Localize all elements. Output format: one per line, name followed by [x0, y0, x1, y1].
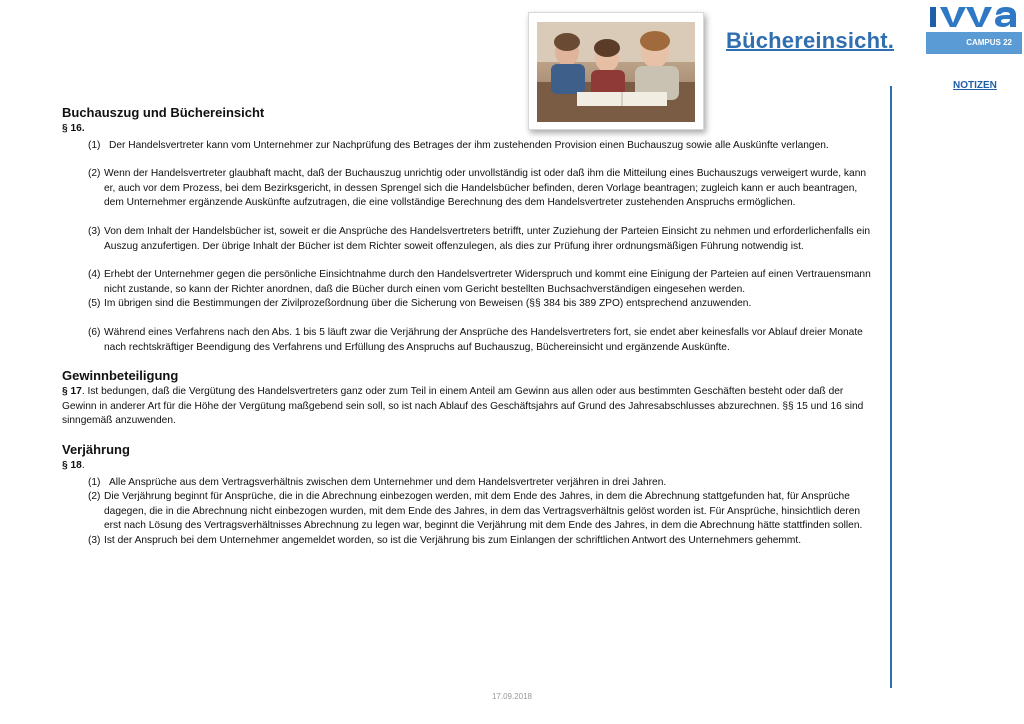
- paragraph-number-16: § 16.: [62, 123, 85, 134]
- section-heading-verjaehrung: Verjährung: [62, 441, 130, 457]
- notes-divider: [890, 86, 892, 688]
- item-number: (2): [88, 491, 101, 503]
- footer-date: 17.09.2018: [491, 692, 533, 701]
- item-number: (1): [88, 139, 101, 151]
- section-heading-buchauszug: Buchauszug und Büchereinsicht: [62, 105, 265, 120]
- list-item: [62, 268, 877, 297]
- list-item: [62, 326, 877, 355]
- item-text: Von dem Inhalt der Handelsbücher ist, soweit er die Ansprüche des Handelsvertreters betrifft, unter Zuziehung der Parteien Einsicht zu nehmen und erforderlichenfalls ein Auszug anzufertigen. Der übrige Inhalt der Bücher ist dem Richter soweit offenzulegen, als dies zur Prüfung ihrer ordnungsmäßigen Führung notwendig ist.: [104, 225, 871, 252]
- item-text: Alle Ansprüche aus dem Vertragsverhältnis zwischen dem Unternehmer und dem Handelsvertreter verjähren in drei Jahren.: [109, 476, 667, 488]
- item-text: Während eines Verfahrens nach den Abs. 1 bis 5 läuft zwar die Verjährung der Ansprüche des Handelsvertreters fort, sie endet aber keinesfalls vor Ablauf dreier Monate nach rechtskräftiger Beendigung des Verfahrens und Erfüllung des Anspruchs auf Buchauszug, Büchereinsicht und ergänzende Auskünfte.: [104, 326, 863, 353]
- item-text: Der Handelsvertreter kann vom Unternehmer zur Nachprüfung des Betrages der ihm zustehenden Provision einen Buchauszug sowie alle Auskünfte verlangen.: [109, 139, 829, 151]
- logo-band: CAMPUS 22: [926, 32, 1022, 54]
- item-text: Im übrigen sind die Bestimmungen der Zivilprozeßordnung über die Sicherung von Beweisen (§§ 384 bis 389 ZPO) entsprechend anzuwenden.: [104, 298, 752, 310]
- page-title: Büchereinsicht.: [726, 28, 895, 53]
- list-item: [62, 490, 877, 534]
- item-number: (5): [88, 298, 101, 310]
- item-text: Wenn der Handelsvertreter glaubhaft macht, daß der Buchauszug unrichtig oder unvollständig ist oder daß ihm die Mitteilung eines Buchauszugs verweigert wurde, kann er, auch vor dem Prozess, bei dem Bezirksgericht, in dessen Sprengel sich die Handelsbücher befinden, deren Vorlage beantragen; zugleich kann er auch beantragen, dem Unternehmer ergänzende Auskünfte aufzutragen, die eine vollständige Berechnung des dem Handelsvertreter zustehenden Anspruchs ermöglichen.: [104, 168, 867, 209]
- ivva-logo: [924, 8, 1024, 58]
- list-item: [62, 167, 877, 211]
- paragraph-number-17: § 17: [62, 386, 82, 398]
- item-number: (3): [88, 225, 101, 237]
- item-text: Die Verjährung beginnt für Ansprüche, die in die Abrechnung einbezogen werden, mit dem Ende des Jahres, in dem die Abrechnung stattgefunden hat, für Ansprüche dagegen, die in die Abrechnung nicht einbezogen wurden, mit dem Ende des Jahres, in dem das Vertragsverhältnis gelöst worden ist. Für Ansprüche, hinsichtlich deren erst nach Lösung des Vertragsverhältnisses Abrechnung zu legen war, beginnt die Verjährung mit dem Ende des Jahres, in dem die Abrechnung hätte stattfinden sollen.: [104, 491, 863, 532]
- item-number: (4): [88, 269, 101, 281]
- paragraph-number-18-line: [62, 459, 877, 474]
- item-number: (3): [88, 534, 101, 546]
- item-text: Ist der Anspruch bei dem Unternehmer angemeldet worden, so ist die Verjährung bis zum Einlangen der schriftlichen Antwort des Unternehmers gehemmt.: [104, 534, 802, 546]
- list-item: [62, 534, 877, 549]
- notes-label: NOTIZEN: [953, 80, 997, 91]
- paragraph-17-text: [62, 385, 877, 429]
- main-content: [62, 104, 877, 548]
- paragraph-number-18: § 18: [62, 459, 82, 471]
- paragraph-18-suffix: .: [81, 459, 85, 471]
- paragraph-17-body: . Ist bedungen, daß die Vergütung des Handelsvertreters ganz oder zum Teil in einem Anteil am Gewinn aus allen oder aus bestimmten Geschäften besteht oder daß der Gewinn in anderer Art für die Höhe der Vergütung maßgebend sein soll, so ist nach Ablauf des Geschäftsjahrs auf Grund des Jahresabschlusses abzurechnen. §§ 15 und 16 sind sinngemäß anzuwenden.: [62, 386, 864, 427]
- list-item: [62, 139, 877, 154]
- list-item: [62, 225, 877, 254]
- section-heading-gewinnbeteiligung: Gewinnbeteiligung: [62, 368, 179, 384]
- list-item: [62, 297, 877, 312]
- list-item: [62, 476, 877, 491]
- item-number: (1): [88, 476, 101, 488]
- item-number: (6): [88, 326, 101, 338]
- item-text: Erhebt der Unternehmer gegen die persönliche Einsichtnahme durch den Handelsvertreter Widerspruch und kommt eine Einigung der Parteien auf einen Vertrauensmann nicht zustande, so kann der Richter anordnen, daß die Bücher durch einen vom Gericht bestellten Buchsachverständigen eingesehen werden.: [104, 269, 871, 295]
- item-number: (2): [88, 168, 101, 180]
